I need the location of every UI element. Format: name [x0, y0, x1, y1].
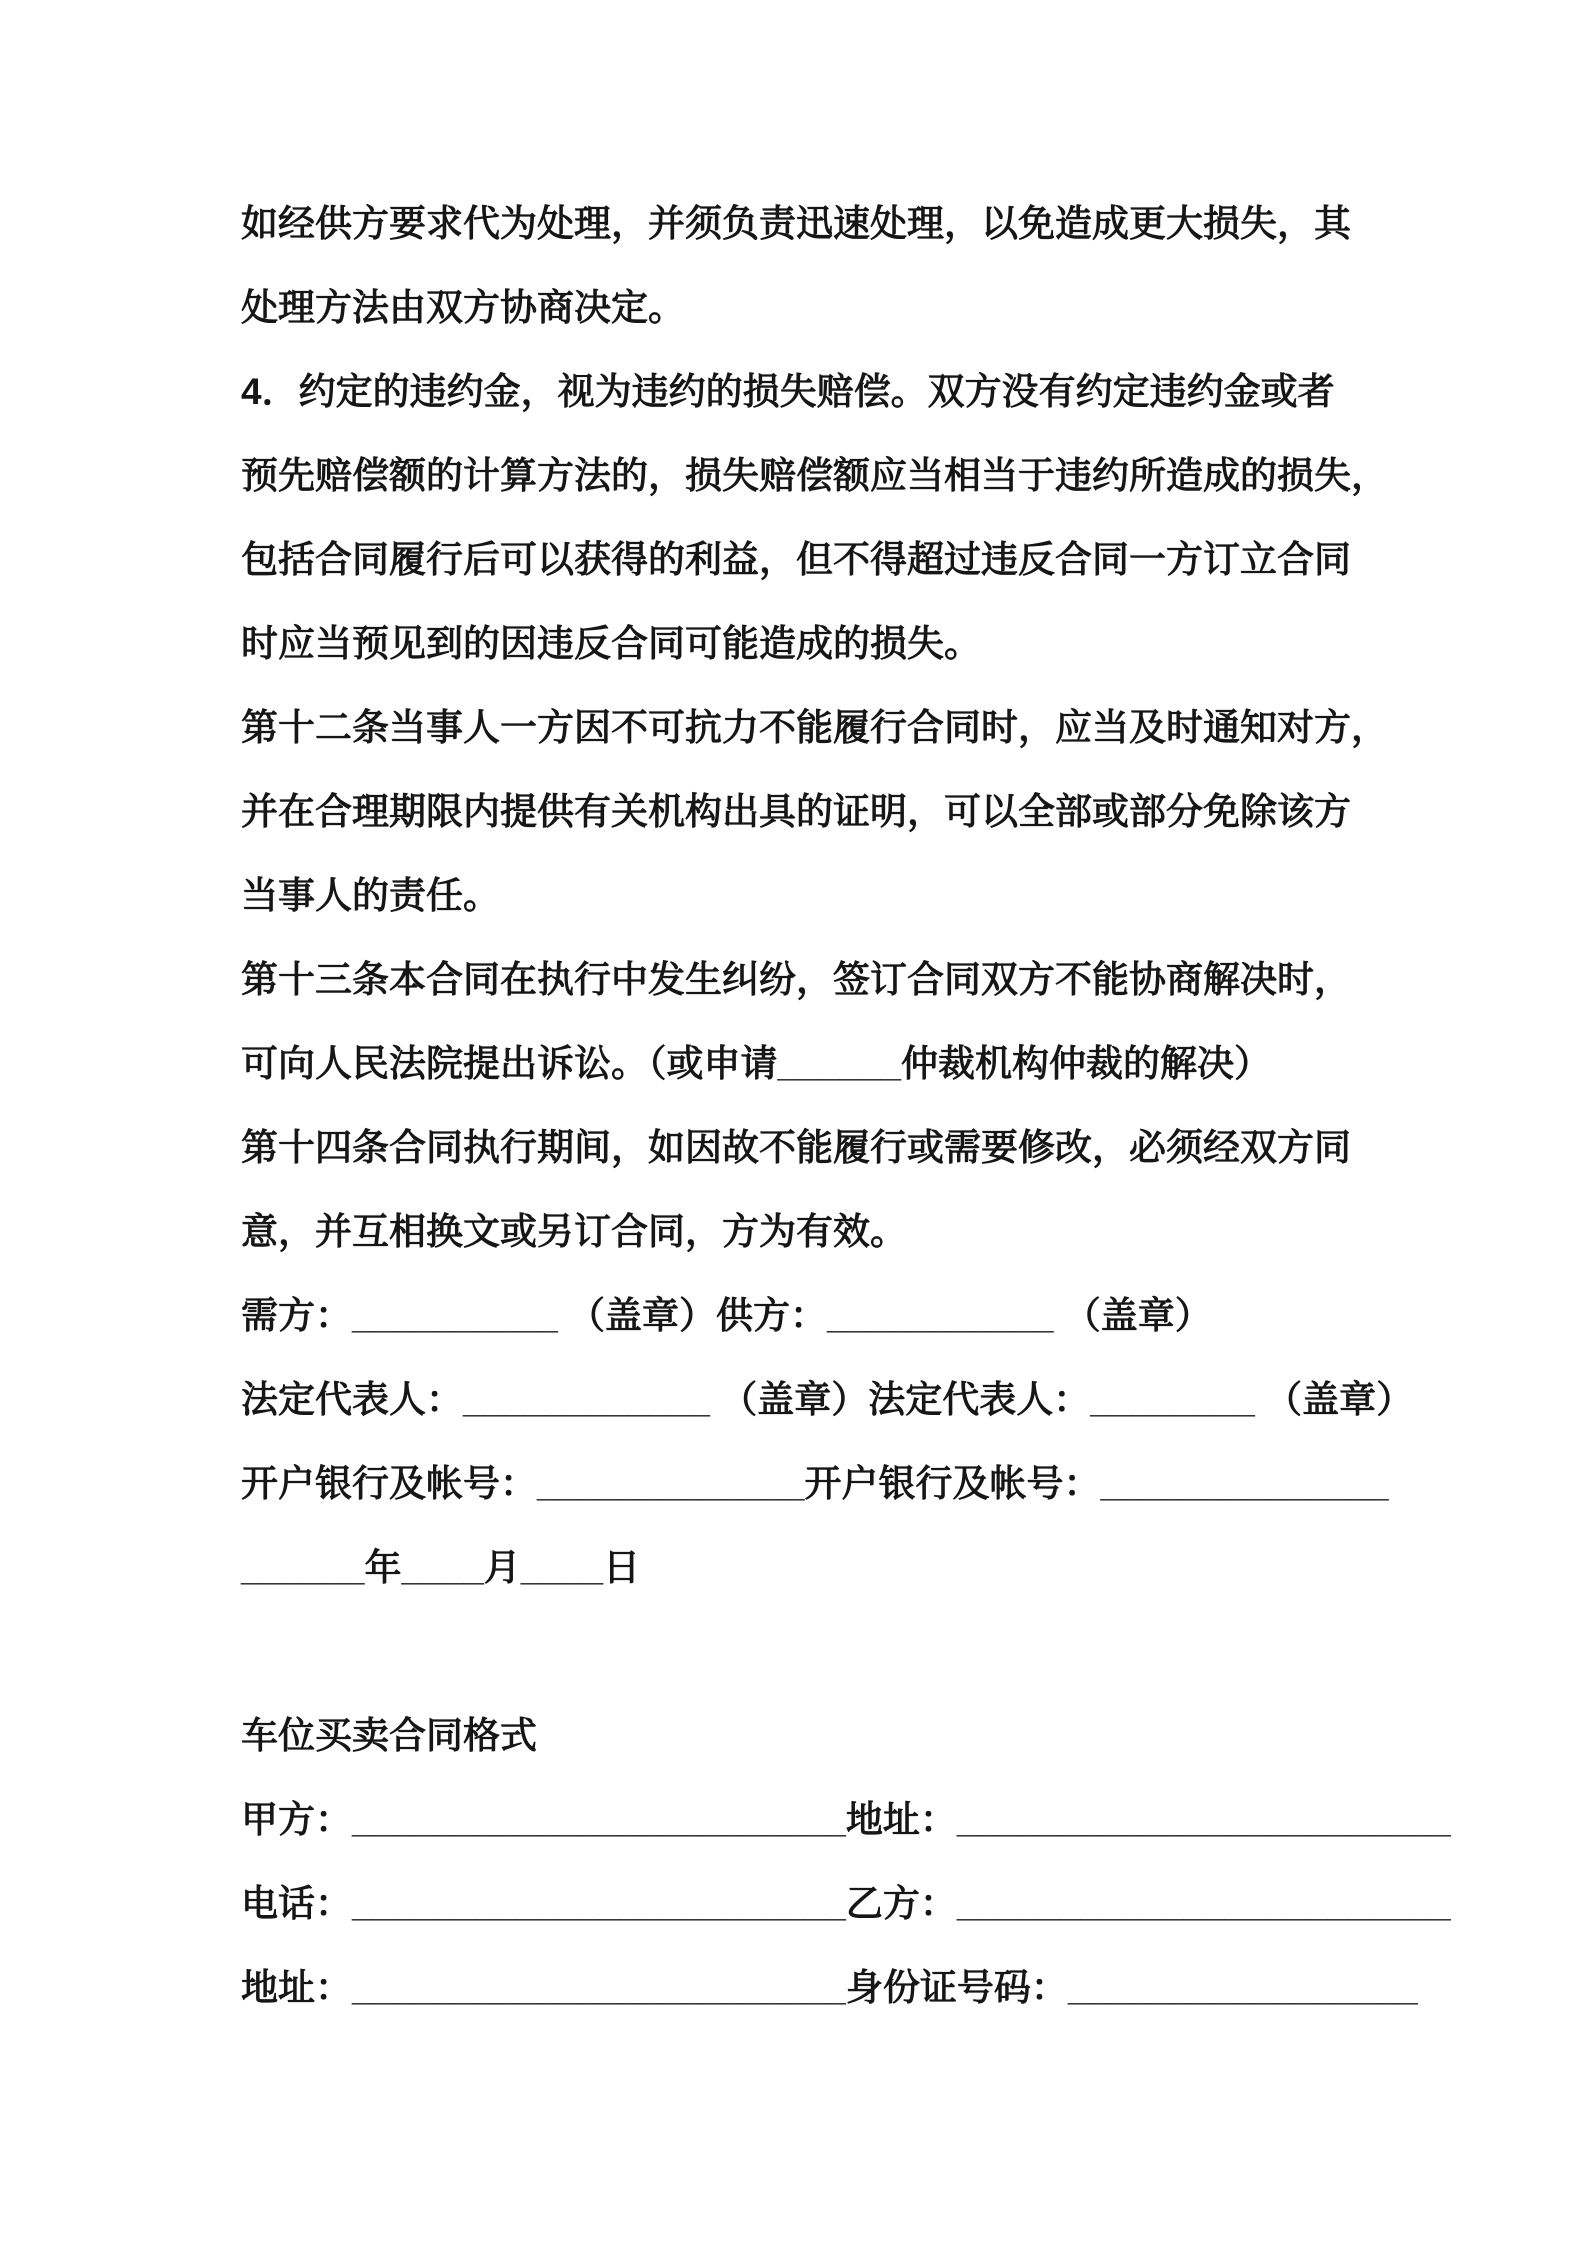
arbitration-line: 可向人民法院提出诉讼。（或申请______仲裁机构仲裁的解决） — [241, 1043, 1271, 1084]
document-line: 包括合同履行后可以获得的利益，但不得超过违反合同一方订立合同 — [241, 539, 1351, 580]
document-line: 如经供方要求代为处理，并须负责迅速处理，以免造成更大损失，其 — [241, 203, 1351, 244]
section-heading: 车位买卖合同格式 — [241, 1715, 537, 1756]
signature-line-legal-representatives: 法定代表人：____________ （盖章）法定代表人：________ （盖章） — [241, 1379, 1414, 1420]
date-line: ______年____月____日 — [241, 1547, 641, 1588]
document-line: 时应当预见到的因违反合同可能造成的损失。 — [241, 623, 981, 664]
document-line: 第十四条合同执行期间，如因故不能履行或需要修改，必须经双方同 — [241, 1127, 1351, 1168]
address-id-number-line: 地址：________________________身份证号码：_________________ — [241, 1967, 1418, 2008]
bank-account-line: 开户银行及帐号：_____________开户银行及帐号：______________ — [241, 1463, 1389, 1504]
document-body — [241, 182, 1451, 2030]
document-line: 第十二条当事人一方因不可抗力不能履行合同时，应当及时通知对方， — [241, 707, 1388, 748]
party-a-address-line: 甲方：________________________地址：________________________ — [241, 1799, 1451, 1840]
document-line: 4．约定的违约金，视为违约的损失赔偿。双方没有约定违约金或者 — [241, 371, 1335, 412]
signature-line-demander-supplier: 需方：__________ （盖章）供方：___________ （盖章） — [241, 1295, 1212, 1336]
document-line: 第十三条本合同在执行中发生纠纷，签订合同双方不能协商解决时， — [241, 959, 1351, 1000]
document-line: 意，并互相换文或另订合同，方为有效。 — [241, 1211, 907, 1252]
phone-party-b-line: 电话：________________________乙方：________________________ — [241, 1883, 1451, 1924]
document-line: 处理方法由双方协商决定。 — [241, 287, 685, 328]
document-line: 预先赔偿额的计算方法的，损失赔偿额应当相当于违约所造成的损失， — [241, 455, 1388, 496]
document-line: 当事人的责任。 — [241, 875, 500, 916]
document-line: 并在合理期限内提供有关机构出具的证明，可以全部或部分免除该方 — [241, 791, 1351, 832]
